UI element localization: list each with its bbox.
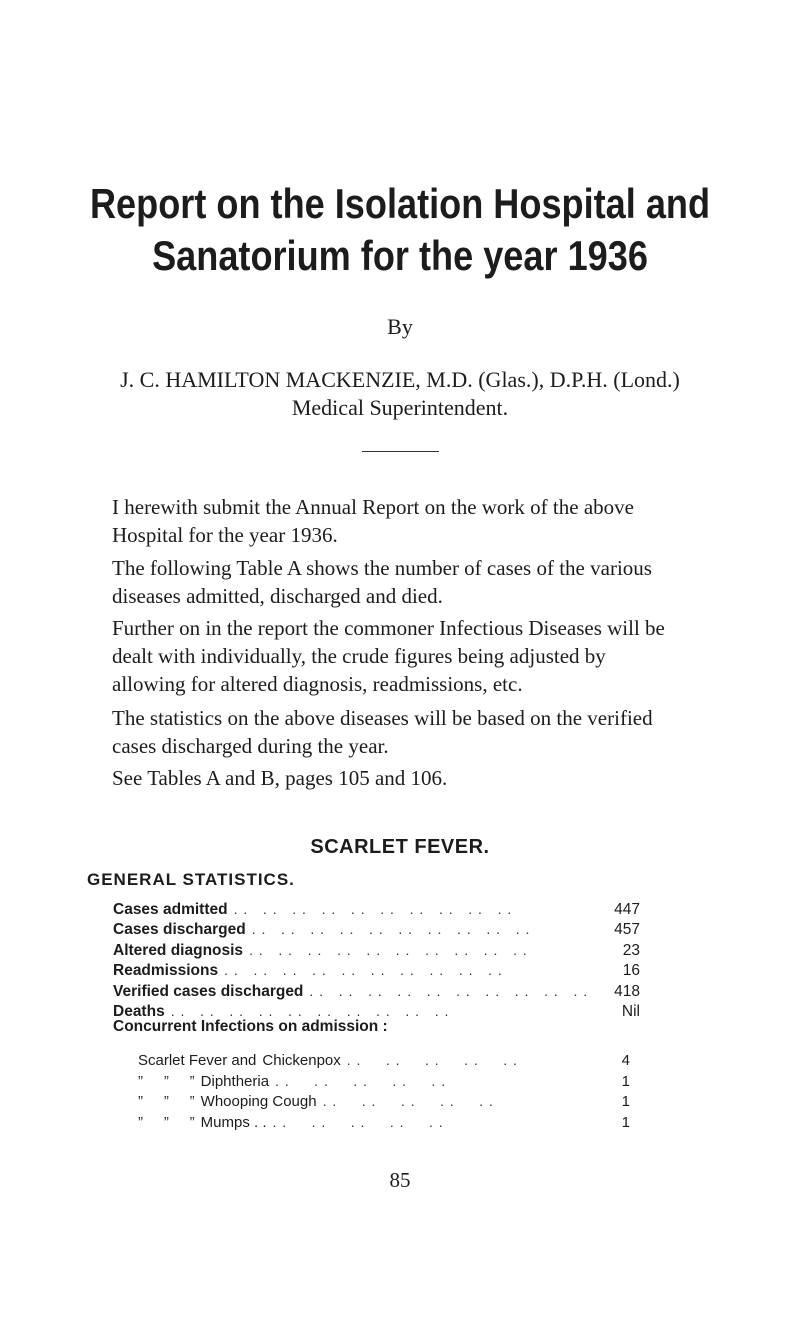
stat-label: Cases admitted bbox=[113, 901, 228, 918]
divider-rule bbox=[362, 451, 439, 452]
concurrent-infections-heading: Concurrent Infections on admission : bbox=[113, 1018, 388, 1035]
leader-dots: . . . . . . . . . . . . . . . . . . . . bbox=[233, 901, 513, 917]
intro-paragraph-3: Further on in the report the commoner Infectious Diseases will be dealt with individually, the crude figures being adjusted by allowing for altered diagnosis, readmissions, etc. bbox=[112, 616, 665, 696]
stat-row bbox=[113, 942, 640, 962]
concurrent-disease: Diphtheria bbox=[200, 1072, 270, 1090]
intro-paragraph-1: I herewith submit the Annual Report on the work of the above Hospital for the year 1936. bbox=[112, 495, 634, 547]
concurrent-row bbox=[138, 1093, 630, 1114]
leader-dots: . . . . . . . . . . bbox=[272, 1113, 444, 1130]
author-name: J. C. HAMILTON MACKENZIE, M.D. (Glas.), D.P.H. (Lond.) bbox=[120, 367, 680, 392]
section-heading: SCARLET FEVER. bbox=[310, 836, 490, 858]
concurrent-value: 1 bbox=[621, 1072, 630, 1090]
stat-label: Cases discharged bbox=[113, 921, 246, 939]
author-block bbox=[0, 366, 800, 422]
author-role: Medical Superintendent. bbox=[291, 395, 509, 420]
stat-value: Nil bbox=[621, 1002, 640, 1020]
concurrent-row bbox=[138, 1052, 630, 1073]
stat-label: Altered diagnosis bbox=[113, 941, 244, 959]
leader-dots: . . . . . . . . . . . . . . . . . . . . bbox=[309, 982, 589, 999]
stat-row bbox=[113, 921, 640, 941]
stat-row bbox=[113, 901, 640, 921]
stat-value: 23 bbox=[622, 941, 640, 959]
leader-dots: . . . . . . . . . . . . . . . . . . . . bbox=[224, 962, 503, 979]
stat-row bbox=[113, 983, 640, 1003]
concurrent-row bbox=[138, 1073, 630, 1094]
stat-label: Readmissions bbox=[113, 962, 219, 980]
stat-label: Verified cases discharged bbox=[113, 982, 304, 1000]
general-statistics-heading: GENERAL STATISTICS. bbox=[87, 870, 295, 889]
leader-dots: . . . . . . . . . . . . . . . . . . . . bbox=[249, 941, 528, 958]
concurrent-value: 4 bbox=[621, 1052, 630, 1069]
intro-paragraph-4: The statistics on the above diseases will be based on the verified cases discharged during the year. bbox=[112, 706, 653, 758]
leader-dots: . . . . . . . . . . bbox=[275, 1072, 447, 1089]
concurrent-row bbox=[138, 1114, 630, 1135]
concurrent-prefix: ” ” ” bbox=[138, 1072, 195, 1090]
stat-value: 457 bbox=[614, 921, 640, 939]
leader-dots: . . . . . . . . . . bbox=[322, 1093, 494, 1109]
concurrent-value: 1 bbox=[621, 1113, 630, 1131]
stat-value: 16 bbox=[622, 962, 640, 980]
stat-row bbox=[113, 962, 640, 982]
leader-dots: . . . . . . . . . . . . . . . . . . . . bbox=[251, 921, 531, 938]
concurrent-disease: Whooping Cough bbox=[200, 1093, 317, 1110]
stat-value: 418 bbox=[614, 982, 640, 1000]
concurrent-disease: Mumps . . bbox=[200, 1113, 267, 1131]
leader-dots: . . . . . . . . . . . . . . . . . . . . bbox=[170, 1002, 450, 1019]
concurrent-value: 1 bbox=[621, 1093, 630, 1110]
concurrent-prefix: ” ” ” bbox=[138, 1113, 195, 1131]
concurrent-prefix: Scarlet Fever and bbox=[138, 1052, 257, 1069]
leader-dots: . . . . . . . . . . bbox=[346, 1052, 518, 1068]
concurrent-disease: Chickenpox bbox=[262, 1052, 341, 1069]
page-number: 85 bbox=[389, 1168, 411, 1192]
title-line-1: Report on the Isolation Hospital and bbox=[89, 180, 711, 227]
general-statistics-table bbox=[113, 901, 640, 1023]
stat-label: Deaths bbox=[113, 1002, 165, 1020]
title-line-2: Sanatorium for the year 1936 bbox=[152, 232, 648, 279]
byline: By bbox=[387, 314, 413, 339]
concurrent-prefix: ” ” ” bbox=[138, 1093, 195, 1110]
page-title bbox=[56, 178, 744, 282]
intro-paragraph-5: See Tables A and B, pages 105 and 106. bbox=[112, 766, 448, 790]
intro-paragraph-2: The following Table A shows the number of cases of the various diseases admitted, discharged and died. bbox=[112, 556, 652, 608]
stat-value: 447 bbox=[614, 901, 640, 918]
concurrent-infections-table bbox=[138, 1052, 630, 1134]
